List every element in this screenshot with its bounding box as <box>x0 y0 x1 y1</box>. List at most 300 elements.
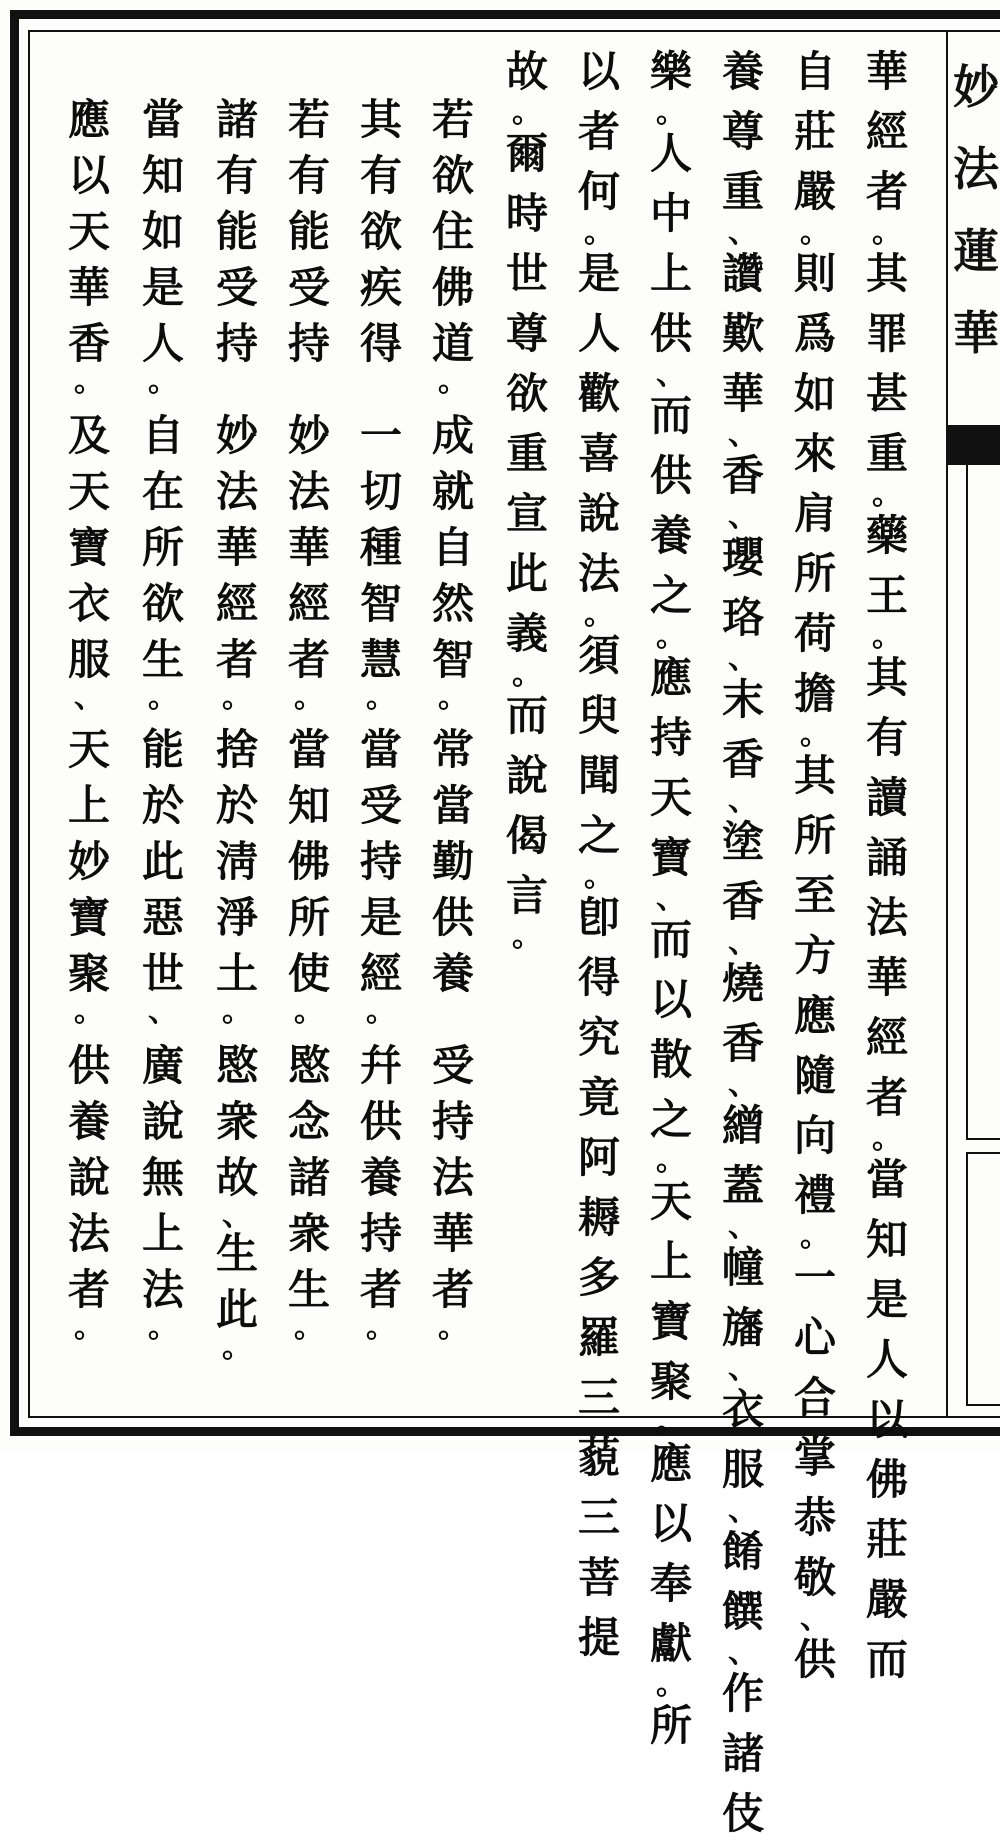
punctuation-mark: 。 <box>872 1121 902 1156</box>
character: 而 <box>865 1635 908 1684</box>
punctuation-mark: 。 <box>148 1310 178 1345</box>
character: 寶 <box>67 523 110 572</box>
character: 欲 <box>359 207 402 256</box>
character: 持 <box>287 319 330 368</box>
character: 土 <box>215 949 258 998</box>
character: 服 <box>67 635 110 684</box>
character: 常 <box>431 725 474 774</box>
running-title-char: 妙 <box>953 60 999 114</box>
character: 人 <box>141 319 184 368</box>
character: 者 <box>577 107 620 156</box>
character: 究 <box>577 1013 620 1062</box>
punctuation-mark: 、 <box>728 1067 758 1102</box>
character: 生 <box>215 1229 258 1278</box>
character: 珞 <box>721 593 764 642</box>
character: 衣 <box>721 1385 764 1434</box>
character: 有 <box>287 151 330 200</box>
verse-phrase <box>284 722 334 1029</box>
punctuation-mark: 。 <box>656 95 686 130</box>
character: 來 <box>793 429 836 478</box>
character: 能 <box>215 207 258 256</box>
character: 知 <box>865 1215 908 1264</box>
character: 樂 <box>649 47 692 96</box>
character: 妙 <box>287 411 330 460</box>
character: 之 <box>649 1095 692 1144</box>
verse-phrase <box>428 408 478 715</box>
character: 華 <box>865 953 908 1002</box>
character: 爲 <box>793 309 836 358</box>
character: 天 <box>649 1177 692 1226</box>
character: 佛 <box>431 263 474 312</box>
character: 香 <box>721 451 764 500</box>
character: 自 <box>141 411 184 460</box>
character: 方 <box>793 931 836 980</box>
character: 能 <box>141 725 184 774</box>
character: 甚 <box>865 369 908 418</box>
character: 餚 <box>721 1527 764 1576</box>
character: 其 <box>793 751 836 800</box>
character: 時 <box>505 189 548 238</box>
character: 惡 <box>141 893 184 942</box>
strip-box-lower <box>966 1152 1000 1406</box>
punctuation-mark: 。 <box>148 680 178 715</box>
character: 故 <box>215 1153 258 1202</box>
character: 聚 <box>649 1357 692 1406</box>
character: 荷 <box>793 609 836 658</box>
character: 能 <box>287 207 330 256</box>
character: 經 <box>865 1013 908 1062</box>
punctuation-mark: 、 <box>728 925 758 960</box>
character: 有 <box>215 151 258 200</box>
punctuation-mark: 。 <box>656 1667 686 1702</box>
punctuation-mark: 。 <box>656 1405 686 1440</box>
character: 隨 <box>793 1051 836 1100</box>
character: 人 <box>577 309 620 358</box>
character: 養 <box>359 1153 402 1202</box>
character: 世 <box>141 949 184 998</box>
verse-phrase <box>356 722 406 1029</box>
character: 在 <box>141 467 184 516</box>
character: 法 <box>577 549 620 598</box>
character: 上 <box>67 781 110 830</box>
character: 誦 <box>865 833 908 882</box>
character: 當 <box>431 781 474 830</box>
character: 重 <box>505 429 548 478</box>
character: 以 <box>649 1499 692 1548</box>
character: 若 <box>287 95 330 144</box>
character: 受 <box>287 263 330 312</box>
character: 尊 <box>505 309 548 358</box>
character: 向 <box>793 1111 836 1160</box>
character: 其 <box>359 95 402 144</box>
character: 妙 <box>215 411 258 460</box>
character: 偈 <box>505 811 548 860</box>
character: 有 <box>359 151 402 200</box>
punctuation-mark: 。 <box>294 994 324 1029</box>
character: 當 <box>865 1155 908 1204</box>
character: 天 <box>67 207 110 256</box>
character: 天 <box>649 773 692 822</box>
character: 敬 <box>793 1553 836 1602</box>
character: 香 <box>721 1019 764 1068</box>
character: 法 <box>67 1209 110 1258</box>
character: 於 <box>215 781 258 830</box>
character: 提 <box>577 1613 620 1662</box>
character: 者 <box>431 1265 474 1314</box>
character: 以 <box>577 47 620 96</box>
punctuation-mark: 、 <box>728 1493 758 1528</box>
character: 喜 <box>577 429 620 478</box>
character: 而 <box>649 391 692 440</box>
punctuation-mark: 、 <box>728 499 758 534</box>
character: 義 <box>505 609 548 658</box>
character: 應 <box>649 1439 692 1488</box>
character: 諸 <box>287 1153 330 1202</box>
character: 藥 <box>865 511 908 560</box>
character: 生 <box>141 635 184 684</box>
character: 服 <box>721 1445 764 1494</box>
verse-phrase <box>138 722 188 1029</box>
character: 須 <box>577 631 620 680</box>
punctuation-mark: 。 <box>584 597 614 632</box>
character: 持 <box>359 837 402 886</box>
character: 擔 <box>793 669 836 718</box>
character: 此 <box>215 1285 258 1334</box>
character: 寶 <box>67 893 110 942</box>
character: 此 <box>141 837 184 886</box>
character: 塗 <box>721 817 764 866</box>
character: 嚴 <box>865 1575 908 1624</box>
character: 是 <box>359 893 402 942</box>
character: 讚 <box>721 249 764 298</box>
character: 華 <box>431 1209 474 1258</box>
character: 心 <box>793 1313 836 1362</box>
running-title <box>952 46 1000 374</box>
punctuation-mark: 、 <box>728 215 758 250</box>
punctuation-mark: 。 <box>656 1143 686 1178</box>
character: 經 <box>215 579 258 628</box>
prose-column <box>718 42 768 1844</box>
character: 何 <box>577 167 620 216</box>
character: 持 <box>649 713 692 762</box>
character: 歡 <box>577 369 620 418</box>
character: 者 <box>287 635 330 684</box>
character: 尊 <box>721 107 764 156</box>
character: 此 <box>505 549 548 598</box>
character: 所 <box>793 811 836 860</box>
character: 若 <box>431 95 474 144</box>
character: 供 <box>793 1635 836 1684</box>
punctuation-mark: 。 <box>222 680 252 715</box>
punctuation-mark: 。 <box>294 680 324 715</box>
character: 知 <box>287 781 330 830</box>
character: 聚 <box>67 949 110 998</box>
character: 如 <box>793 369 836 418</box>
character: 阿 <box>577 1133 620 1182</box>
character: 供 <box>431 893 474 942</box>
character: 衣 <box>67 579 110 628</box>
character: 受 <box>359 781 402 830</box>
punctuation-mark: 。 <box>512 919 542 954</box>
character: 嚴 <box>793 167 836 216</box>
character: 宣 <box>505 489 548 538</box>
punctuation-mark: 。 <box>366 994 396 1029</box>
character: 卽 <box>577 893 620 942</box>
running-title-char: 蓮 <box>953 224 999 278</box>
character: 香 <box>721 877 764 926</box>
character: 應 <box>649 653 692 702</box>
punctuation-mark: 。 <box>222 994 252 1029</box>
punctuation-mark: 、 <box>800 1601 830 1636</box>
punctuation-mark: 、 <box>728 641 758 676</box>
character: 藐 <box>577 1433 620 1482</box>
character: 法 <box>287 467 330 516</box>
character: 天 <box>67 467 110 516</box>
prose-column <box>862 42 912 1690</box>
character: 勤 <box>431 837 474 886</box>
character: 道 <box>431 319 474 368</box>
character: 養 <box>649 511 692 560</box>
punctuation-mark: 。 <box>438 680 468 715</box>
character: 是 <box>865 1275 908 1324</box>
character: 故 <box>505 47 548 96</box>
punctuation-mark: 。 <box>800 215 830 250</box>
punctuation-mark: 。 <box>584 215 614 250</box>
character: 說 <box>577 489 620 538</box>
character: 疾 <box>359 263 402 312</box>
character: 欲 <box>505 369 548 418</box>
character: 寶 <box>649 1297 692 1346</box>
running-title-char: 法 <box>953 142 999 196</box>
character: 所 <box>793 549 836 598</box>
character: 繒 <box>721 1101 764 1150</box>
character: 妙 <box>67 837 110 886</box>
verse-phrase <box>212 722 262 1029</box>
character: 養 <box>721 47 764 96</box>
character: 衆 <box>287 1209 330 1258</box>
punctuation-mark: 。 <box>74 364 104 399</box>
character: 愍 <box>215 1041 258 1090</box>
character: 其 <box>865 653 908 702</box>
character: 得 <box>359 319 402 368</box>
character: 自 <box>431 523 474 572</box>
punctuation-mark: 、 <box>222 1198 252 1233</box>
character: 聞 <box>577 751 620 800</box>
punctuation-mark: 。 <box>584 859 614 894</box>
character: 多 <box>577 1253 620 1302</box>
punctuation-mark: 、 <box>656 357 686 392</box>
character: 竟 <box>577 1073 620 1122</box>
character: 耨 <box>577 1193 620 1242</box>
character: 應 <box>67 95 110 144</box>
punctuation-mark: 。 <box>366 680 396 715</box>
character: 智 <box>359 579 402 628</box>
character: 是 <box>577 249 620 298</box>
character: 言 <box>505 871 548 920</box>
character: 諸 <box>721 1729 764 1778</box>
character: 莊 <box>865 1515 908 1564</box>
character: 三 <box>577 1493 620 1542</box>
prose-column <box>646 42 696 1756</box>
character: 合 <box>793 1373 836 1422</box>
character: 世 <box>505 249 548 298</box>
character: 說 <box>505 751 548 800</box>
character: 人 <box>865 1335 908 1384</box>
character: 種 <box>359 523 402 572</box>
character: 掌 <box>793 1433 836 1482</box>
character: 捨 <box>215 725 258 774</box>
character: 其 <box>865 249 908 298</box>
character: 淸 <box>215 837 258 886</box>
verse-phrase <box>64 1038 114 1345</box>
character: 佛 <box>865 1455 908 1504</box>
character: 饌 <box>721 1587 764 1636</box>
character: 華 <box>67 263 110 312</box>
character: 旛 <box>721 1303 764 1352</box>
verse-phrase <box>284 92 334 372</box>
character: 於 <box>141 781 184 830</box>
punctuation-mark: 。 <box>222 1330 252 1365</box>
character: 華 <box>865 47 908 96</box>
character: 上 <box>141 1209 184 1258</box>
character: 成 <box>431 411 474 460</box>
punctuation-mark: 、 <box>728 417 758 452</box>
character: 羅 <box>577 1313 620 1362</box>
character: 華 <box>287 523 330 572</box>
character: 法 <box>141 1265 184 1314</box>
character: 說 <box>67 1153 110 1202</box>
character: 生 <box>287 1265 330 1314</box>
character: 衆 <box>215 1097 258 1146</box>
character: 至 <box>793 871 836 920</box>
character: 自 <box>793 47 836 96</box>
character: 人 <box>649 129 692 178</box>
punctuation-mark: 。 <box>294 1310 324 1345</box>
character: 知 <box>141 151 184 200</box>
character: 法 <box>215 467 258 516</box>
character: 恭 <box>793 1493 836 1542</box>
character: 就 <box>431 467 474 516</box>
character: 肩 <box>793 489 836 538</box>
character: 散 <box>649 1035 692 1084</box>
character: 供 <box>649 451 692 500</box>
character: 罪 <box>865 309 908 358</box>
character: 如 <box>141 207 184 256</box>
character: 經 <box>865 107 908 156</box>
character: 上 <box>649 1237 692 1286</box>
punctuation-mark: 、 <box>728 1351 758 1386</box>
punctuation-mark: 。 <box>800 717 830 752</box>
character: 所 <box>141 523 184 572</box>
character: 香 <box>67 319 110 368</box>
punctuation-mark: 、 <box>728 1209 758 1244</box>
verse-phrase <box>138 92 188 399</box>
character: 得 <box>577 953 620 1002</box>
verse-phrase <box>64 722 114 1029</box>
punctuation-mark: 、 <box>656 881 686 916</box>
character: 幷 <box>359 1041 402 1090</box>
character: 有 <box>865 713 908 762</box>
character: 然 <box>431 579 474 628</box>
character: 者 <box>67 1265 110 1314</box>
verse-phrase <box>428 1038 478 1345</box>
character: 愍 <box>287 1041 330 1090</box>
character: 欲 <box>431 151 474 200</box>
character: 廣 <box>141 1041 184 1090</box>
punctuation-mark: 。 <box>872 215 902 250</box>
character: 歎 <box>721 309 764 358</box>
character: 智 <box>431 635 474 684</box>
character: 重 <box>721 167 764 216</box>
verse-phrase <box>284 1038 334 1345</box>
character: 所 <box>287 893 330 942</box>
prose-column <box>790 42 840 1690</box>
verse-phrase <box>212 1038 262 1365</box>
character: 欲 <box>141 579 184 628</box>
character: 受 <box>431 1041 474 1090</box>
character: 末 <box>721 675 764 724</box>
character: 持 <box>431 1097 474 1146</box>
character: 獻 <box>649 1619 692 1668</box>
punctuation-mark: 。 <box>74 1310 104 1345</box>
character: 供 <box>649 309 692 358</box>
verse-phrase <box>64 92 114 399</box>
character: 則 <box>793 249 836 298</box>
character: 持 <box>359 1209 402 1258</box>
character: 香 <box>721 735 764 784</box>
verse-phrase <box>284 408 334 715</box>
character: 供 <box>359 1097 402 1146</box>
character: 養 <box>67 1097 110 1146</box>
character: 法 <box>865 893 908 942</box>
character: 住 <box>431 207 474 256</box>
character: 經 <box>287 579 330 628</box>
character: 以 <box>649 975 692 1024</box>
character: 三 <box>577 1373 620 1422</box>
character: 幢 <box>721 1243 764 1292</box>
punctuation-mark: 。 <box>366 1310 396 1345</box>
character: 使 <box>287 949 330 998</box>
character: 瓔 <box>721 533 764 582</box>
character: 供 <box>67 1041 110 1090</box>
verse-phrase <box>356 408 406 715</box>
character: 所 <box>649 1701 692 1750</box>
verse-phrase <box>356 1038 406 1345</box>
character: 之 <box>649 571 692 620</box>
punctuation-mark: 。 <box>656 619 686 654</box>
strip-box-upper <box>966 465 1000 1140</box>
character: 以 <box>67 151 110 200</box>
character: 作 <box>721 1669 764 1718</box>
verse-phrase <box>212 92 262 372</box>
verse-phrase <box>138 408 188 715</box>
character: 重 <box>865 429 908 478</box>
character: 一 <box>793 1253 836 1302</box>
character: 者 <box>865 1073 908 1122</box>
verse-phrase <box>64 408 114 715</box>
character: 華 <box>721 369 764 418</box>
character: 是 <box>141 263 184 312</box>
character: 之 <box>577 811 620 860</box>
character: 中 <box>649 189 692 238</box>
character: 讀 <box>865 773 908 822</box>
character: 受 <box>215 263 258 312</box>
character: 爾 <box>505 129 548 178</box>
character: 無 <box>141 1153 184 1202</box>
punctuation-mark: 。 <box>512 657 542 692</box>
character: 寶 <box>649 833 692 882</box>
character: 天 <box>67 725 110 774</box>
